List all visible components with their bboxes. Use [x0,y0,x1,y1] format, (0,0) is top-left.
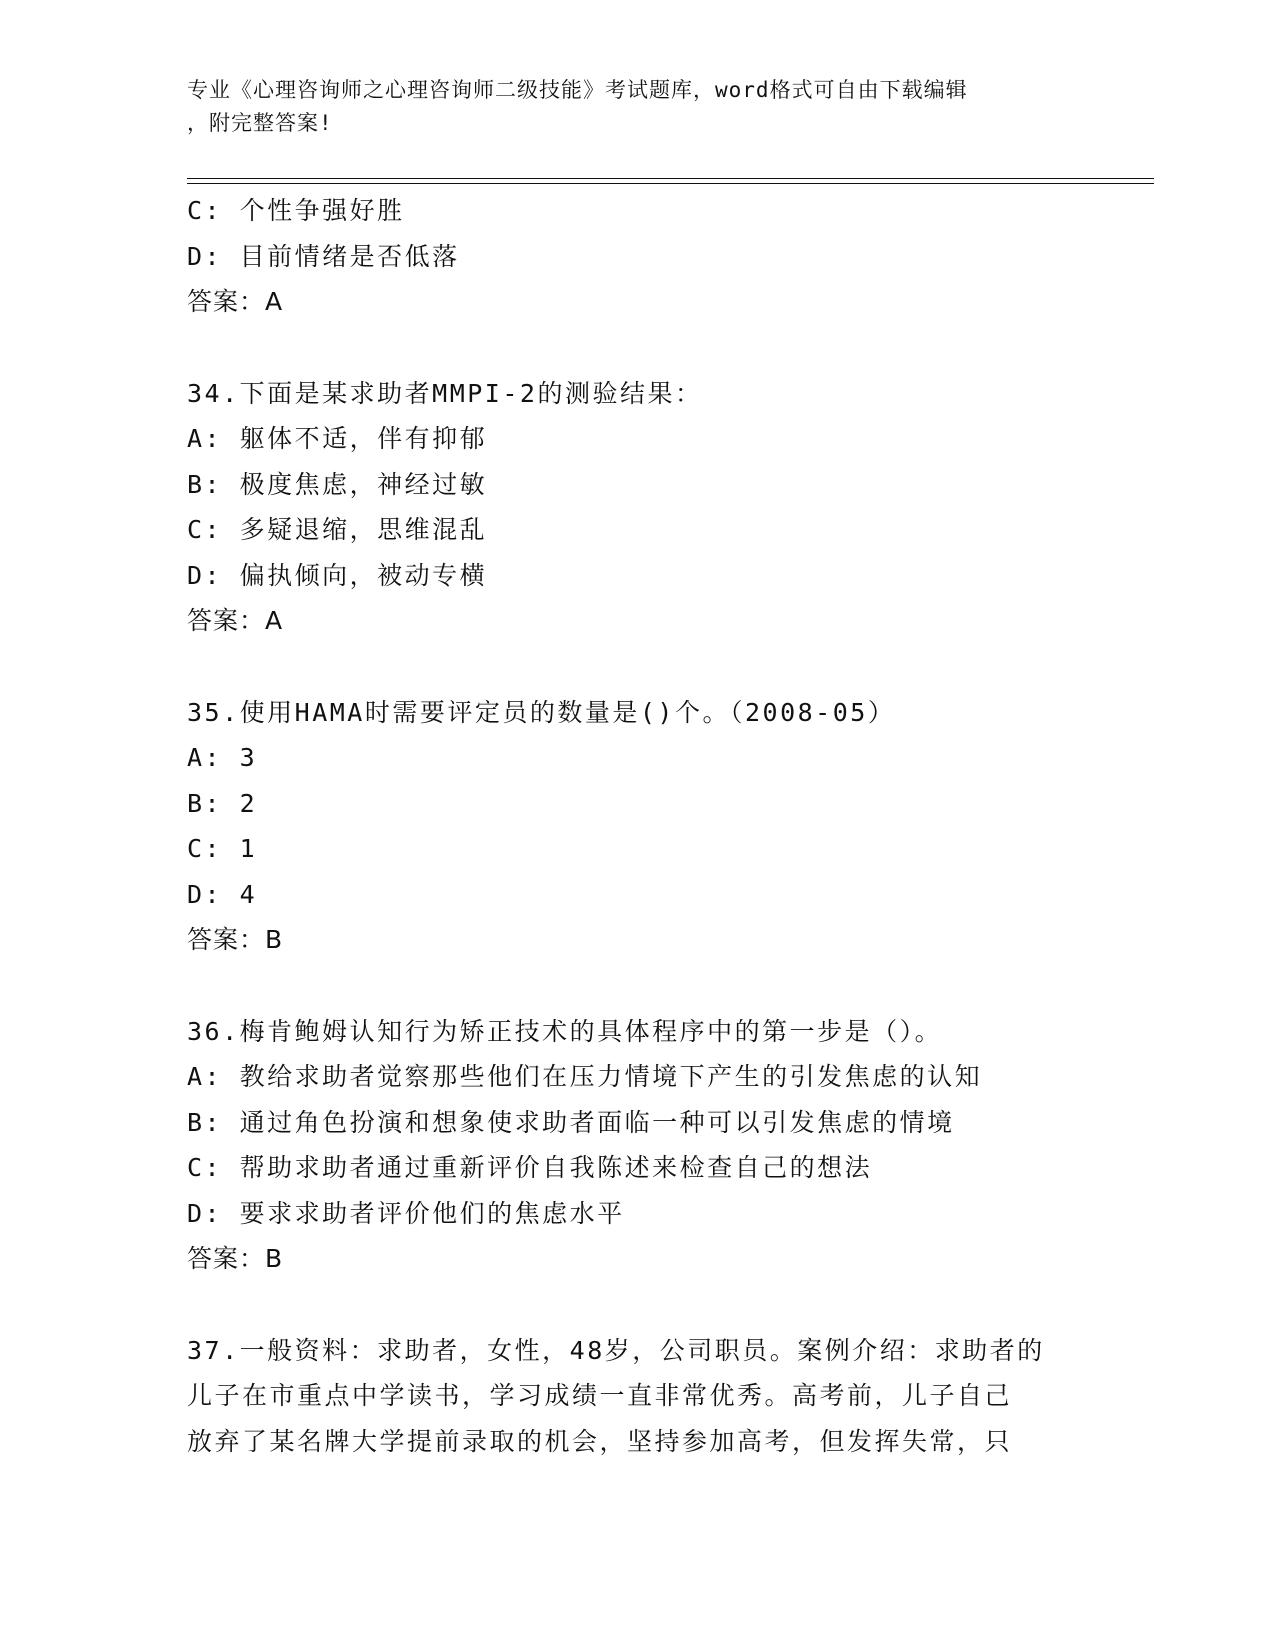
answer: 答案：A [187,287,284,316]
question-37 [187,1328,1082,1465]
question-33-continued [187,188,1087,325]
option-d: D: 偏执倾向，被动专横 [187,560,488,590]
header-line-2: ，附完整答案! [187,111,333,135]
option-b: B: 通过角色扮演和想象使求助者面临一种可以引发焦虑的情境 [187,1107,955,1137]
question-stem: 36.梅肯鲍姆认知行为矫正技术的具体程序中的第一步是（）。 [187,1016,943,1046]
answer: 答案：B [187,1244,284,1273]
question-34 [187,371,1087,644]
option-d: D: 目前情绪是否低落 [187,241,460,271]
option-c: C: 个性争强好胜 [187,196,405,225]
header-line-1: 专业《心理咨询师之心理咨询师二级技能》考试题库，word格式可自由下载编辑 [187,78,968,102]
document-header [187,74,1067,140]
option-d: D: 要求求助者评价他们的焦虑水平 [187,1198,625,1228]
option-b: B: 2 [187,788,258,818]
option-a: A: 教给求助者觉察那些他们在压力情境下产生的引发焦虑的认知 [187,1062,983,1091]
option-c: C: 多疑退缩，思维混乱 [187,515,488,544]
option-c: C: 1 [187,834,258,863]
option-c: C: 帮助求助者通过重新评价自我陈述来检查自己的想法 [187,1153,873,1182]
question-37-line-2: 儿子在市重点中学读书，学习成绩一直非常优秀。高考前，儿子自己 [187,1381,1013,1410]
question-35 [187,690,1087,963]
header-divider-bottom [187,183,1154,184]
spacer [187,963,1087,1009]
spacer [187,1282,1087,1328]
option-a: A: 躯体不适，伴有抑郁 [187,424,488,453]
answer: 答案：B [187,925,284,954]
option-d: D: 4 [187,879,258,909]
option-a: A: 3 [187,743,258,772]
question-36 [187,1009,1087,1282]
question-37-line-1: 37.一般资料：求助者，女性，48岁，公司职员。案例介绍：求助者的 [187,1335,1045,1365]
question-37-line-3: 放弃了某名牌大学提前录取的机会，坚持参加高考，但发挥失常，只 [187,1426,1013,1456]
spacer [187,325,1087,371]
question-stem: 35.使用HAMA时需要评定员的数量是()个。（2008-05） [187,697,896,727]
answer: 答案：A [187,606,284,635]
header-divider-top [187,178,1154,179]
option-b: B: 极度焦虑，神经过敏 [187,469,488,499]
question-list [187,188,1087,1464]
question-stem: 34.下面是某求助者MMPI-2的测验结果： [187,378,703,408]
spacer [187,644,1087,690]
